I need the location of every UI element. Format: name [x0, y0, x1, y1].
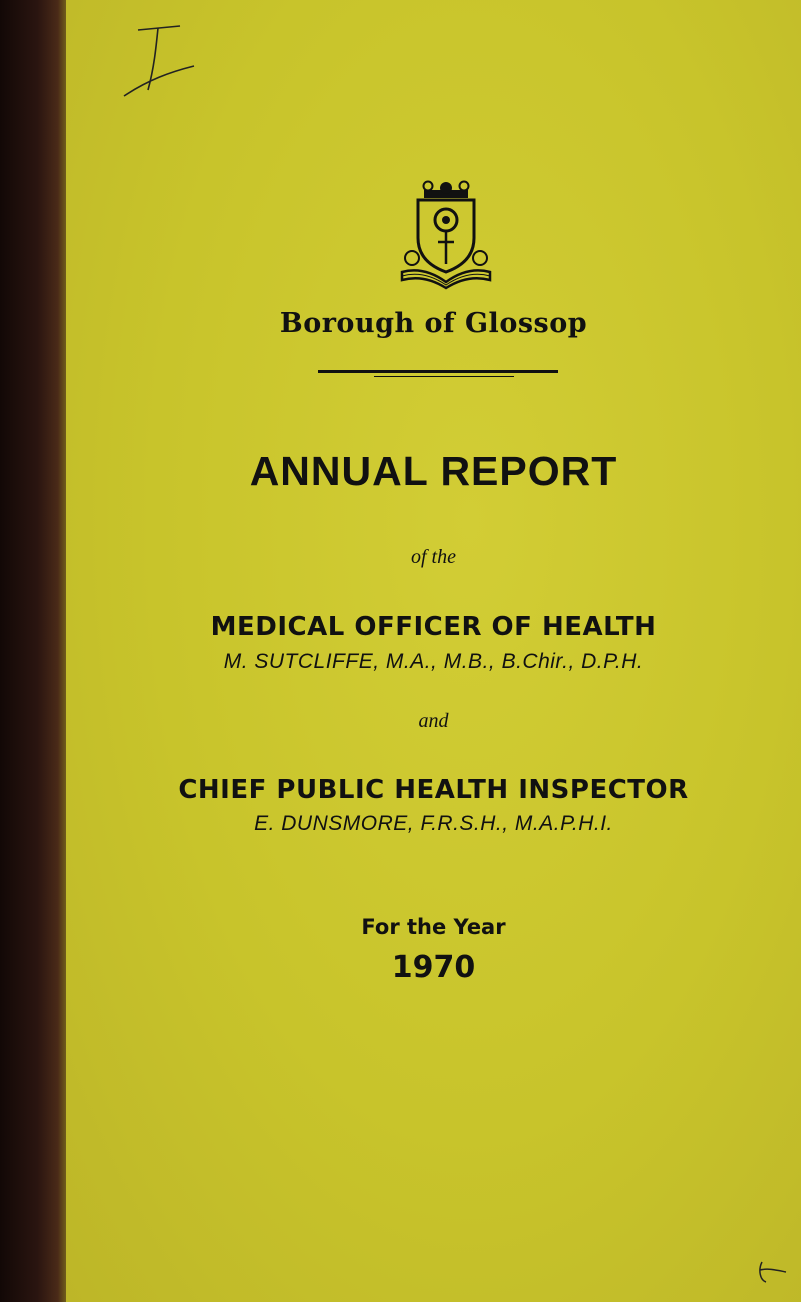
- for-the-year-label: For the Year: [361, 915, 506, 939]
- health-inspector-heading: CHIEF PUBLIC HEALTH INSPECTOR: [178, 775, 689, 805]
- medical-officer-heading: MEDICAL OFFICER OF HEALTH: [210, 612, 657, 642]
- borough-name: Borough of Glossop: [279, 308, 588, 339]
- of-the-text: of the: [411, 546, 456, 568]
- borough-crest-icon: [396, 180, 496, 290]
- book-spine: [0, 0, 68, 1302]
- title-divider-thin: [374, 376, 514, 377]
- conjunction-text: and: [418, 710, 449, 732]
- medical-officer-name: M. SUTCLIFFE, M.A., M.B., B.Chir., D.P.H.: [223, 650, 644, 673]
- report-year: 1970: [391, 950, 476, 985]
- health-inspector-name: E. DUNSMORE, F.R.S.H., M.A.P.H.I.: [254, 812, 613, 835]
- pencil-mark-icon: [756, 1258, 790, 1286]
- report-title: ANNUAL REPORT: [249, 448, 618, 494]
- handwritten-mark-icon: [118, 18, 198, 98]
- title-divider: [318, 370, 558, 373]
